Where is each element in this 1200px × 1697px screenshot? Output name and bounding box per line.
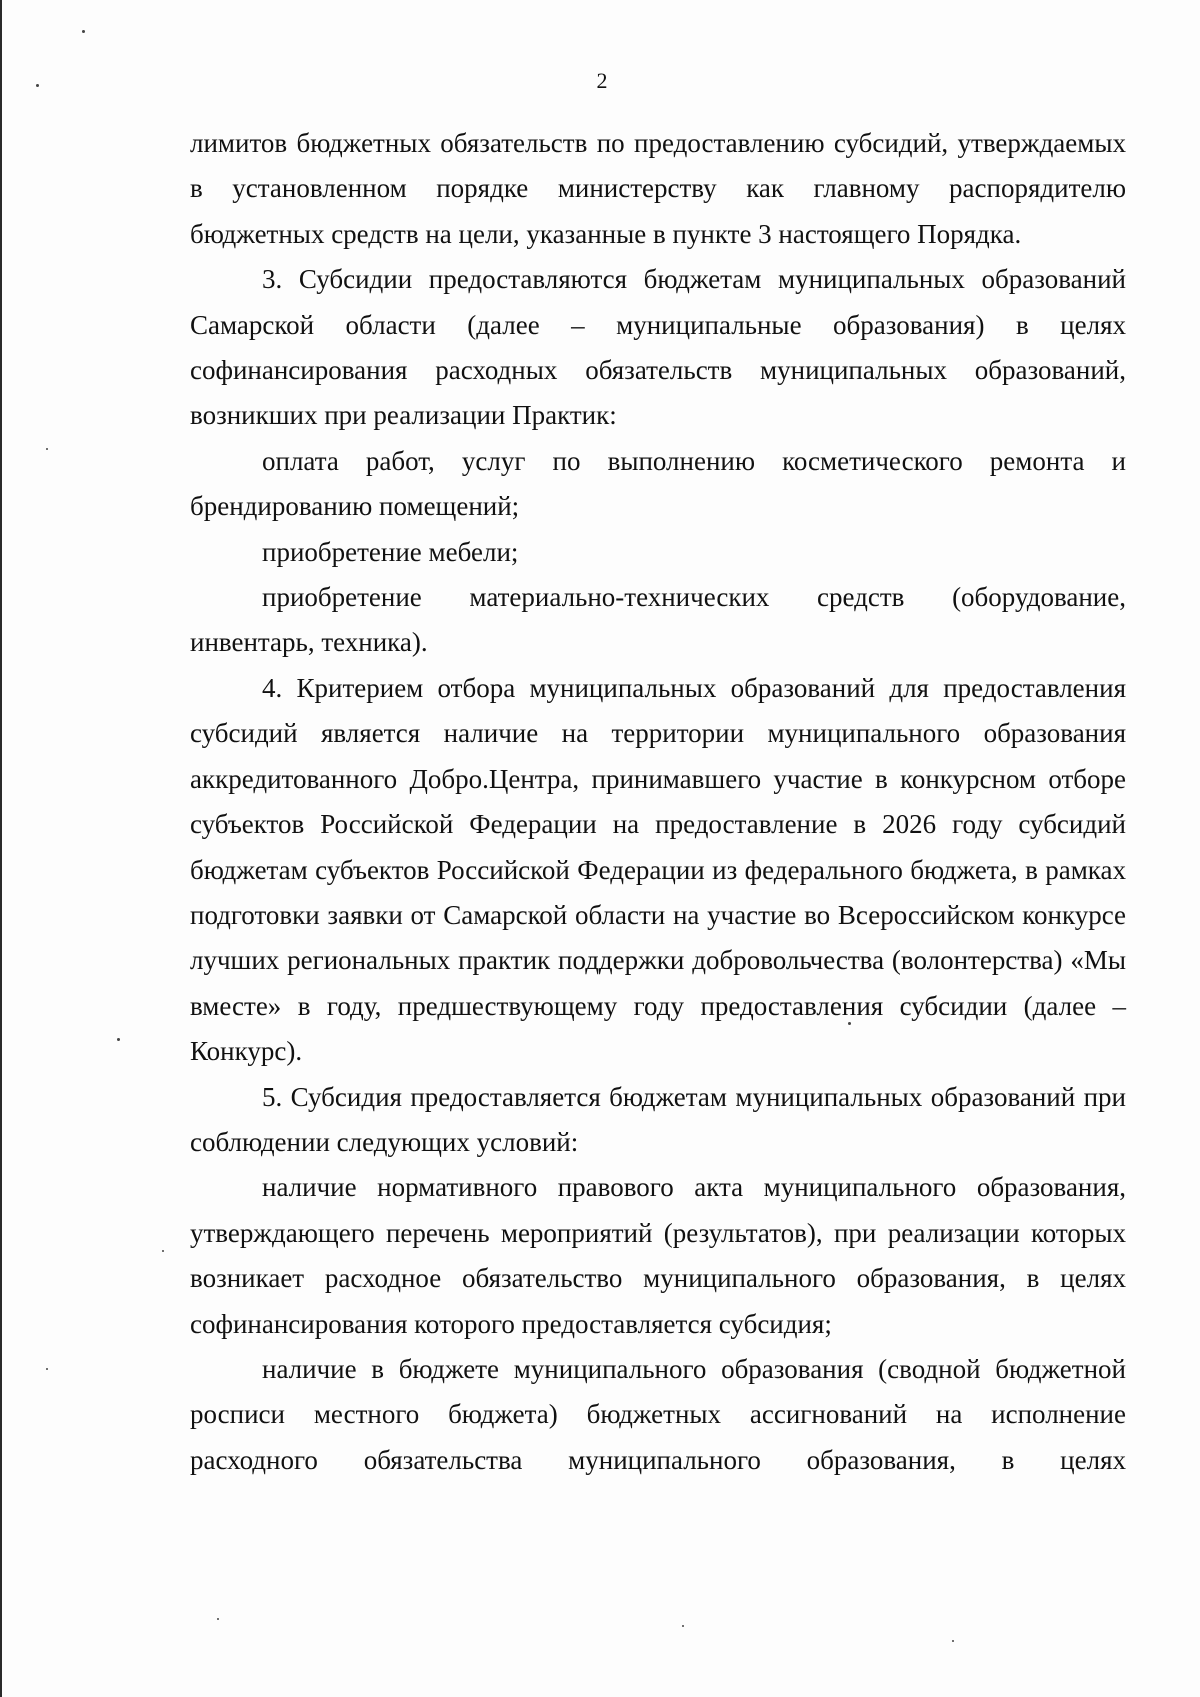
- paragraph-legal-act-condition: наличие нормативного правового акта муниципального образования, утверждающего перечень мероприятий (результатов), при реализации которых возникает расходное обязательство муниципального образования, в целях софинансирования которого предоставляется субсидия;: [190, 1172, 1126, 1339]
- scan-speck: [46, 1368, 48, 1370]
- scan-speck: [46, 448, 48, 450]
- scan-speck: [682, 1625, 684, 1627]
- paragraph-item-3: 3. Субсидии предоставляются бюджетам муниципальных образований Самарской области (далее – муниципальные образования) в целях софинансирования расходных обязательств муниципальных образований, возникших при реализации Практик:: [190, 264, 1126, 431]
- scan-speck: [36, 84, 39, 87]
- page-number: 2: [596, 68, 608, 93]
- paragraph-item-5: 5. Субсидия предоставляется бюджетам муниципальных образований при соблюдении следующих условий:: [190, 1081, 1126, 1157]
- scan-speck: [952, 1640, 954, 1642]
- scan-speck: [82, 30, 85, 33]
- paragraph-item-4: 4. Критерием отбора муниципальных образований для предоставления субсидий является наличие на территории муниципального образования аккредитованного Добро.Центра, принимавшего участие в конкурсном отборе субъектов Российской Федерации на предоставление в 2026 году субсидий бюджетам субъектов Российской Федерации из федерального бюджета, в рамках подготовки заявки от Самарской области на участие во Всероссийском конкурсе лучших региональных практик поддержки добровольчества (волонтерства) «Мы вместе» в году, предшествующему году предоставления субсидии (далее – Конкурс).: [190, 672, 1126, 1067]
- scan-speck: [162, 1250, 164, 1252]
- document-body: [190, 121, 1126, 1483]
- scan-speck: [117, 1038, 120, 1041]
- paragraph-limits-continuation: лимитов бюджетных обязательств по предоставлению субсидий, утверждаемых в установленном порядке министерству как главному распорядителю бюджетных средств на цели, указанные в пункте 3 настоящего Порядка.: [190, 128, 1126, 249]
- scan-speck: [848, 1022, 851, 1025]
- paragraph-repair-payment: оплата работ, услуг по выполнению косметического ремонта и брендированию помещений;: [190, 445, 1126, 522]
- paragraph-furniture: приобретение мебели;: [262, 536, 519, 567]
- scan-speck: [217, 1618, 219, 1620]
- paragraph-budget-condition: наличие в бюджете муниципального образования (сводной бюджетной росписи местного бюджета) бюджетных ассигнований на исполнение расходного обязательства муниципального образования, в целях: [190, 1353, 1126, 1475]
- paragraph-equipment: приобретение материально-технических средств (оборудование, инвентарь, техника).: [190, 582, 1126, 658]
